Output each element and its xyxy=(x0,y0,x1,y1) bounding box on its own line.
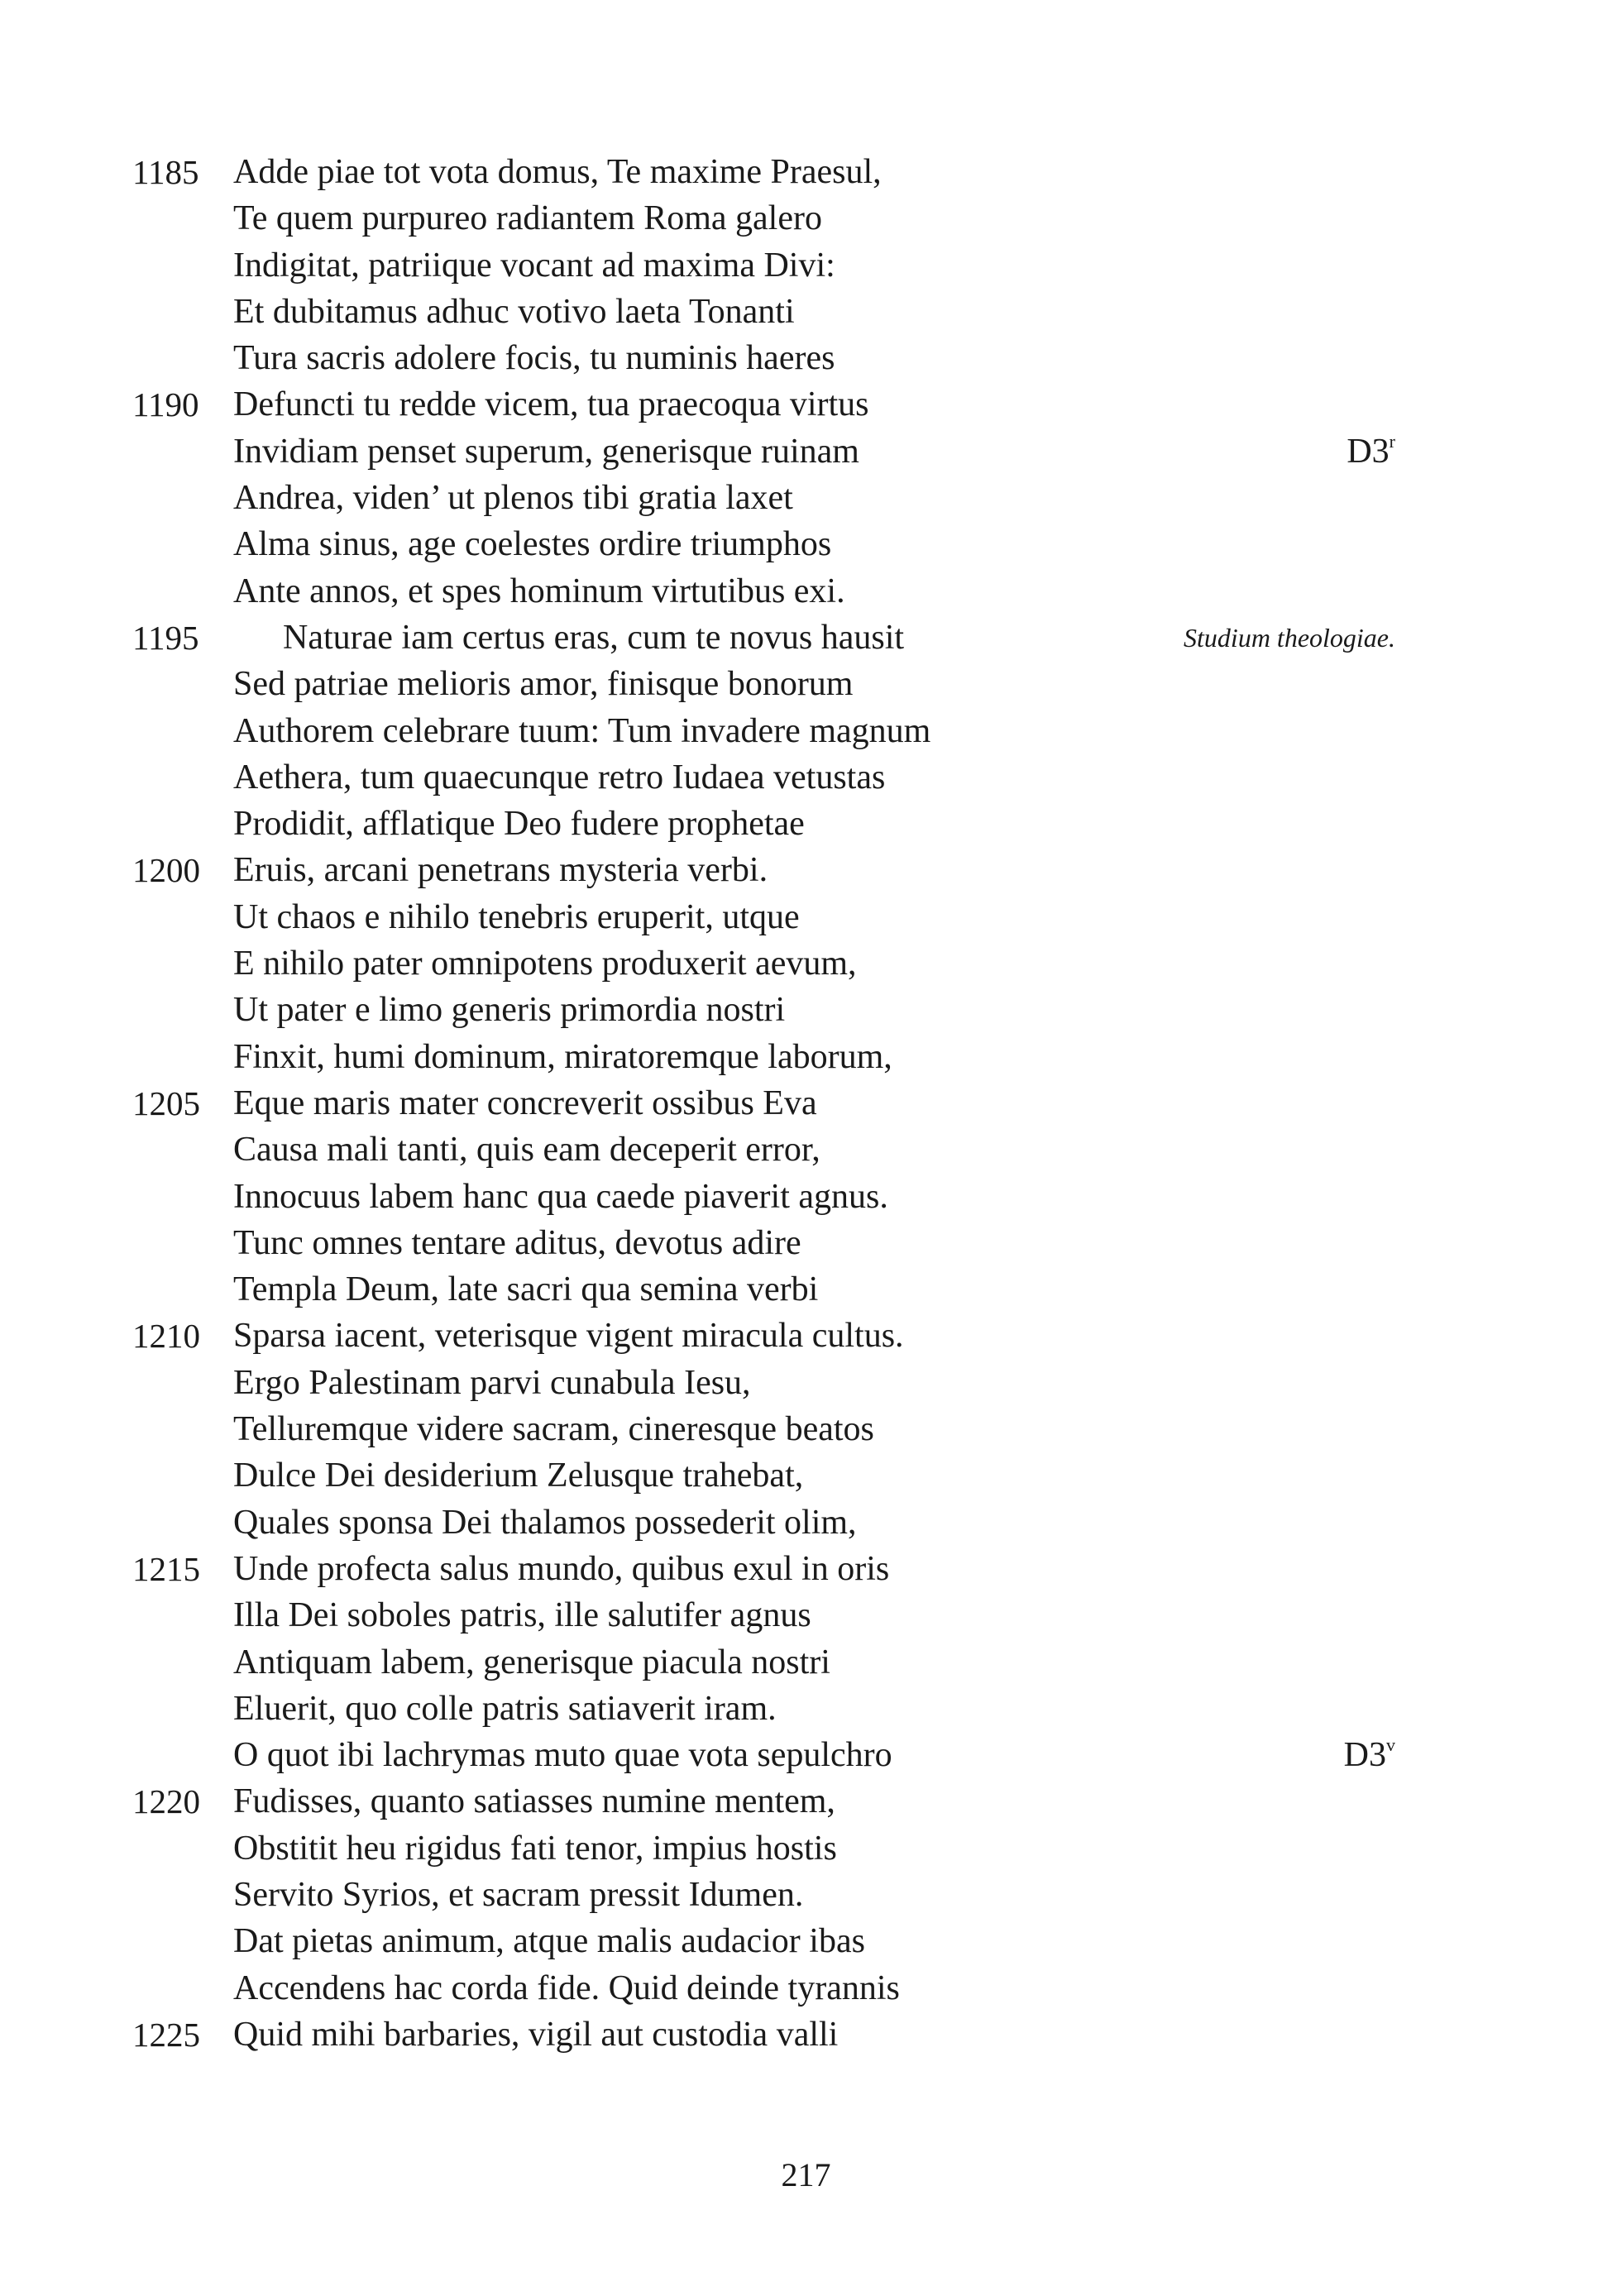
signature-mark xyxy=(1344,1732,1395,1783)
verse-text: Accendens hac corda fide. Quid deinde tyrannis xyxy=(233,1968,900,2007)
verse-text: Tura sacris adolere focis, tu numinis haeres xyxy=(233,339,835,378)
verse-line xyxy=(0,940,1612,987)
line-number: 1210 xyxy=(132,1317,200,1356)
signature-side: r xyxy=(1389,430,1395,452)
verse-text: O quot ibi lachrymas muto quae vota sepulchro xyxy=(233,1736,892,1775)
verse-text: Te quem purpureo radiantem Roma galero xyxy=(233,199,822,238)
verse-text: Tunc omnes tentare aditus, devotus adire xyxy=(233,1223,801,1262)
signature-label: D3 xyxy=(1347,432,1390,471)
verse-text: Fudisses, quanto satiasses numine mentem, xyxy=(233,1782,835,1821)
line-number: 1185 xyxy=(132,153,199,191)
verse-line xyxy=(0,1546,1612,1592)
marginal-note: Studium theologiae. xyxy=(1184,622,1395,653)
verse-line xyxy=(0,428,1612,475)
verse-line xyxy=(0,1406,1612,1452)
line-number: 1190 xyxy=(132,385,199,424)
verse-text: Alma sinus, age coelestes ordire triumphos xyxy=(233,525,832,564)
verse-line xyxy=(0,195,1612,242)
verse-line xyxy=(0,289,1612,335)
verse-text: Adde piae tot vota domus, Te maxime Praesul, xyxy=(233,153,882,191)
verse-text: Prodidit, afflatique Deo fudere prophetae xyxy=(233,805,805,844)
verse-text: Eruis, arcani penetrans mysteria verbi. xyxy=(233,851,768,890)
verse-line xyxy=(0,2011,1612,2058)
verse-line xyxy=(0,149,1612,195)
verse-line xyxy=(0,661,1612,707)
line-number: 1220 xyxy=(132,1782,200,1821)
verse-text: E nihilo pater omnipotens produxerit aevum, xyxy=(233,945,857,983)
verse-text: Obstitit heu rigidus fati tenor, impius hostis xyxy=(233,1829,837,1868)
verse-text: Naturae iam certus eras, cum te novus hausit xyxy=(283,618,905,657)
verse-line xyxy=(0,615,1612,661)
verse-line xyxy=(0,708,1612,754)
verse-line xyxy=(0,1126,1612,1173)
verse-line xyxy=(0,754,1612,801)
verse-text: Unde profecta salus mundo, quibus exul in oris xyxy=(233,1549,890,1588)
verse-text: Sparsa iacent, veterisque vigent miracula cultus. xyxy=(233,1317,904,1356)
verse-line xyxy=(0,1778,1612,1825)
verse-line xyxy=(0,1174,1612,1220)
verse-text: Quales sponsa Dei thalamos possederit olim, xyxy=(233,1503,857,1542)
verse-text: Illa Dei soboles patris, ille salutifer agnus xyxy=(233,1596,811,1635)
verse-line xyxy=(0,1220,1612,1266)
verse-text: Defuncti tu redde vicem, tua praecoqua virtus xyxy=(233,385,869,424)
verse-line xyxy=(0,1360,1612,1406)
verse-text: Ante annos, et spes hominum virtutibus exi. xyxy=(233,572,845,610)
verse-line xyxy=(0,475,1612,521)
verse-line xyxy=(0,847,1612,893)
verse-text: Authorem celebrare tuum: Tum invadere magnum xyxy=(233,711,931,750)
poem-body xyxy=(0,149,1612,2058)
verse-line xyxy=(0,1639,1612,1686)
verse-line xyxy=(0,1500,1612,1546)
verse-line xyxy=(0,1034,1612,1080)
verse-text: Dulce Dei desiderium Zelusque trahebat, xyxy=(233,1457,804,1495)
verse-text: Aethera, tum quaecunque retro Iudaea vetustas xyxy=(233,758,886,796)
line-number: 1225 xyxy=(132,2015,200,2054)
line-number: 1205 xyxy=(132,1083,200,1122)
verse-line xyxy=(0,1313,1612,1359)
signature-side: v xyxy=(1386,1734,1395,1756)
verse-text: Et dubitamus adhuc votivo laeta Tonanti xyxy=(233,292,795,331)
verse-line xyxy=(0,1266,1612,1313)
verse-line xyxy=(0,1965,1612,2011)
verse-text: Ergo Palestinam parvi cunabula Iesu, xyxy=(233,1363,751,1402)
verse-text: Innocuus labem hanc qua caede piaverit agnus. xyxy=(233,1177,888,1216)
verse-text: Antiquam labem, generisque piacula nostri xyxy=(233,1643,830,1681)
verse-text: Servito Syrios, et sacram pressit Idumen. xyxy=(233,1875,804,1914)
verse-text: Indigitat, patriique vocant ad maxima Divi: xyxy=(233,246,835,285)
signature-mark xyxy=(1347,428,1395,480)
verse-text: Eluerit, quo colle patris satiaverit iram. xyxy=(233,1689,777,1728)
verse-text: Ut pater e limo generis primordia nostri xyxy=(233,991,786,1030)
verse-text: Invidiam penset superum, generisque ruinam xyxy=(233,432,859,471)
verse-line xyxy=(0,381,1612,428)
verse-line xyxy=(0,1686,1612,1732)
verse-line xyxy=(0,987,1612,1033)
verse-text: Dat pietas animum, atque malis audacior ibas xyxy=(233,1922,865,1961)
verse-text: Andrea, viden’ ut plenos tibi gratia laxet xyxy=(233,479,793,518)
verse-line xyxy=(0,1732,1612,1778)
verse-text: Sed patriae melioris amor, finisque bonorum xyxy=(233,665,854,704)
verse-line xyxy=(0,894,1612,940)
line-number: 1215 xyxy=(132,1549,200,1588)
verse-text: Eque maris mater concreverit ossibus Eva xyxy=(233,1083,817,1122)
verse-line xyxy=(0,1825,1612,1872)
verse-text: Ut chaos e nihilo tenebris eruperit, utque xyxy=(233,897,800,936)
verse-line xyxy=(0,521,1612,567)
verse-line xyxy=(0,1592,1612,1638)
verse-text: Telluremque videre sacram, cineresque beatos xyxy=(233,1410,874,1449)
verse-text: Causa mali tanti, quis eam deceperit error, xyxy=(233,1131,820,1170)
line-number: 1200 xyxy=(132,851,200,890)
verse-line xyxy=(0,801,1612,847)
verse-text: Finxit, humi dominum, miratoremque laborum, xyxy=(233,1037,892,1076)
signature-label: D3 xyxy=(1343,1736,1386,1775)
verse-text: Quid mihi barbaries, vigil aut custodia valli xyxy=(233,2015,839,2054)
verse-line xyxy=(0,335,1612,381)
verse-text: Templa Deum, late sacri qua semina verbi xyxy=(233,1270,819,1309)
verse-line xyxy=(0,1452,1612,1499)
verse-line xyxy=(0,242,1612,289)
verse-line xyxy=(0,1918,1612,1964)
page-number: 217 xyxy=(781,2156,831,2193)
verse-line xyxy=(0,568,1612,615)
verse-line xyxy=(0,1080,1612,1126)
verse-line xyxy=(0,1872,1612,1918)
line-number: 1195 xyxy=(132,618,199,657)
